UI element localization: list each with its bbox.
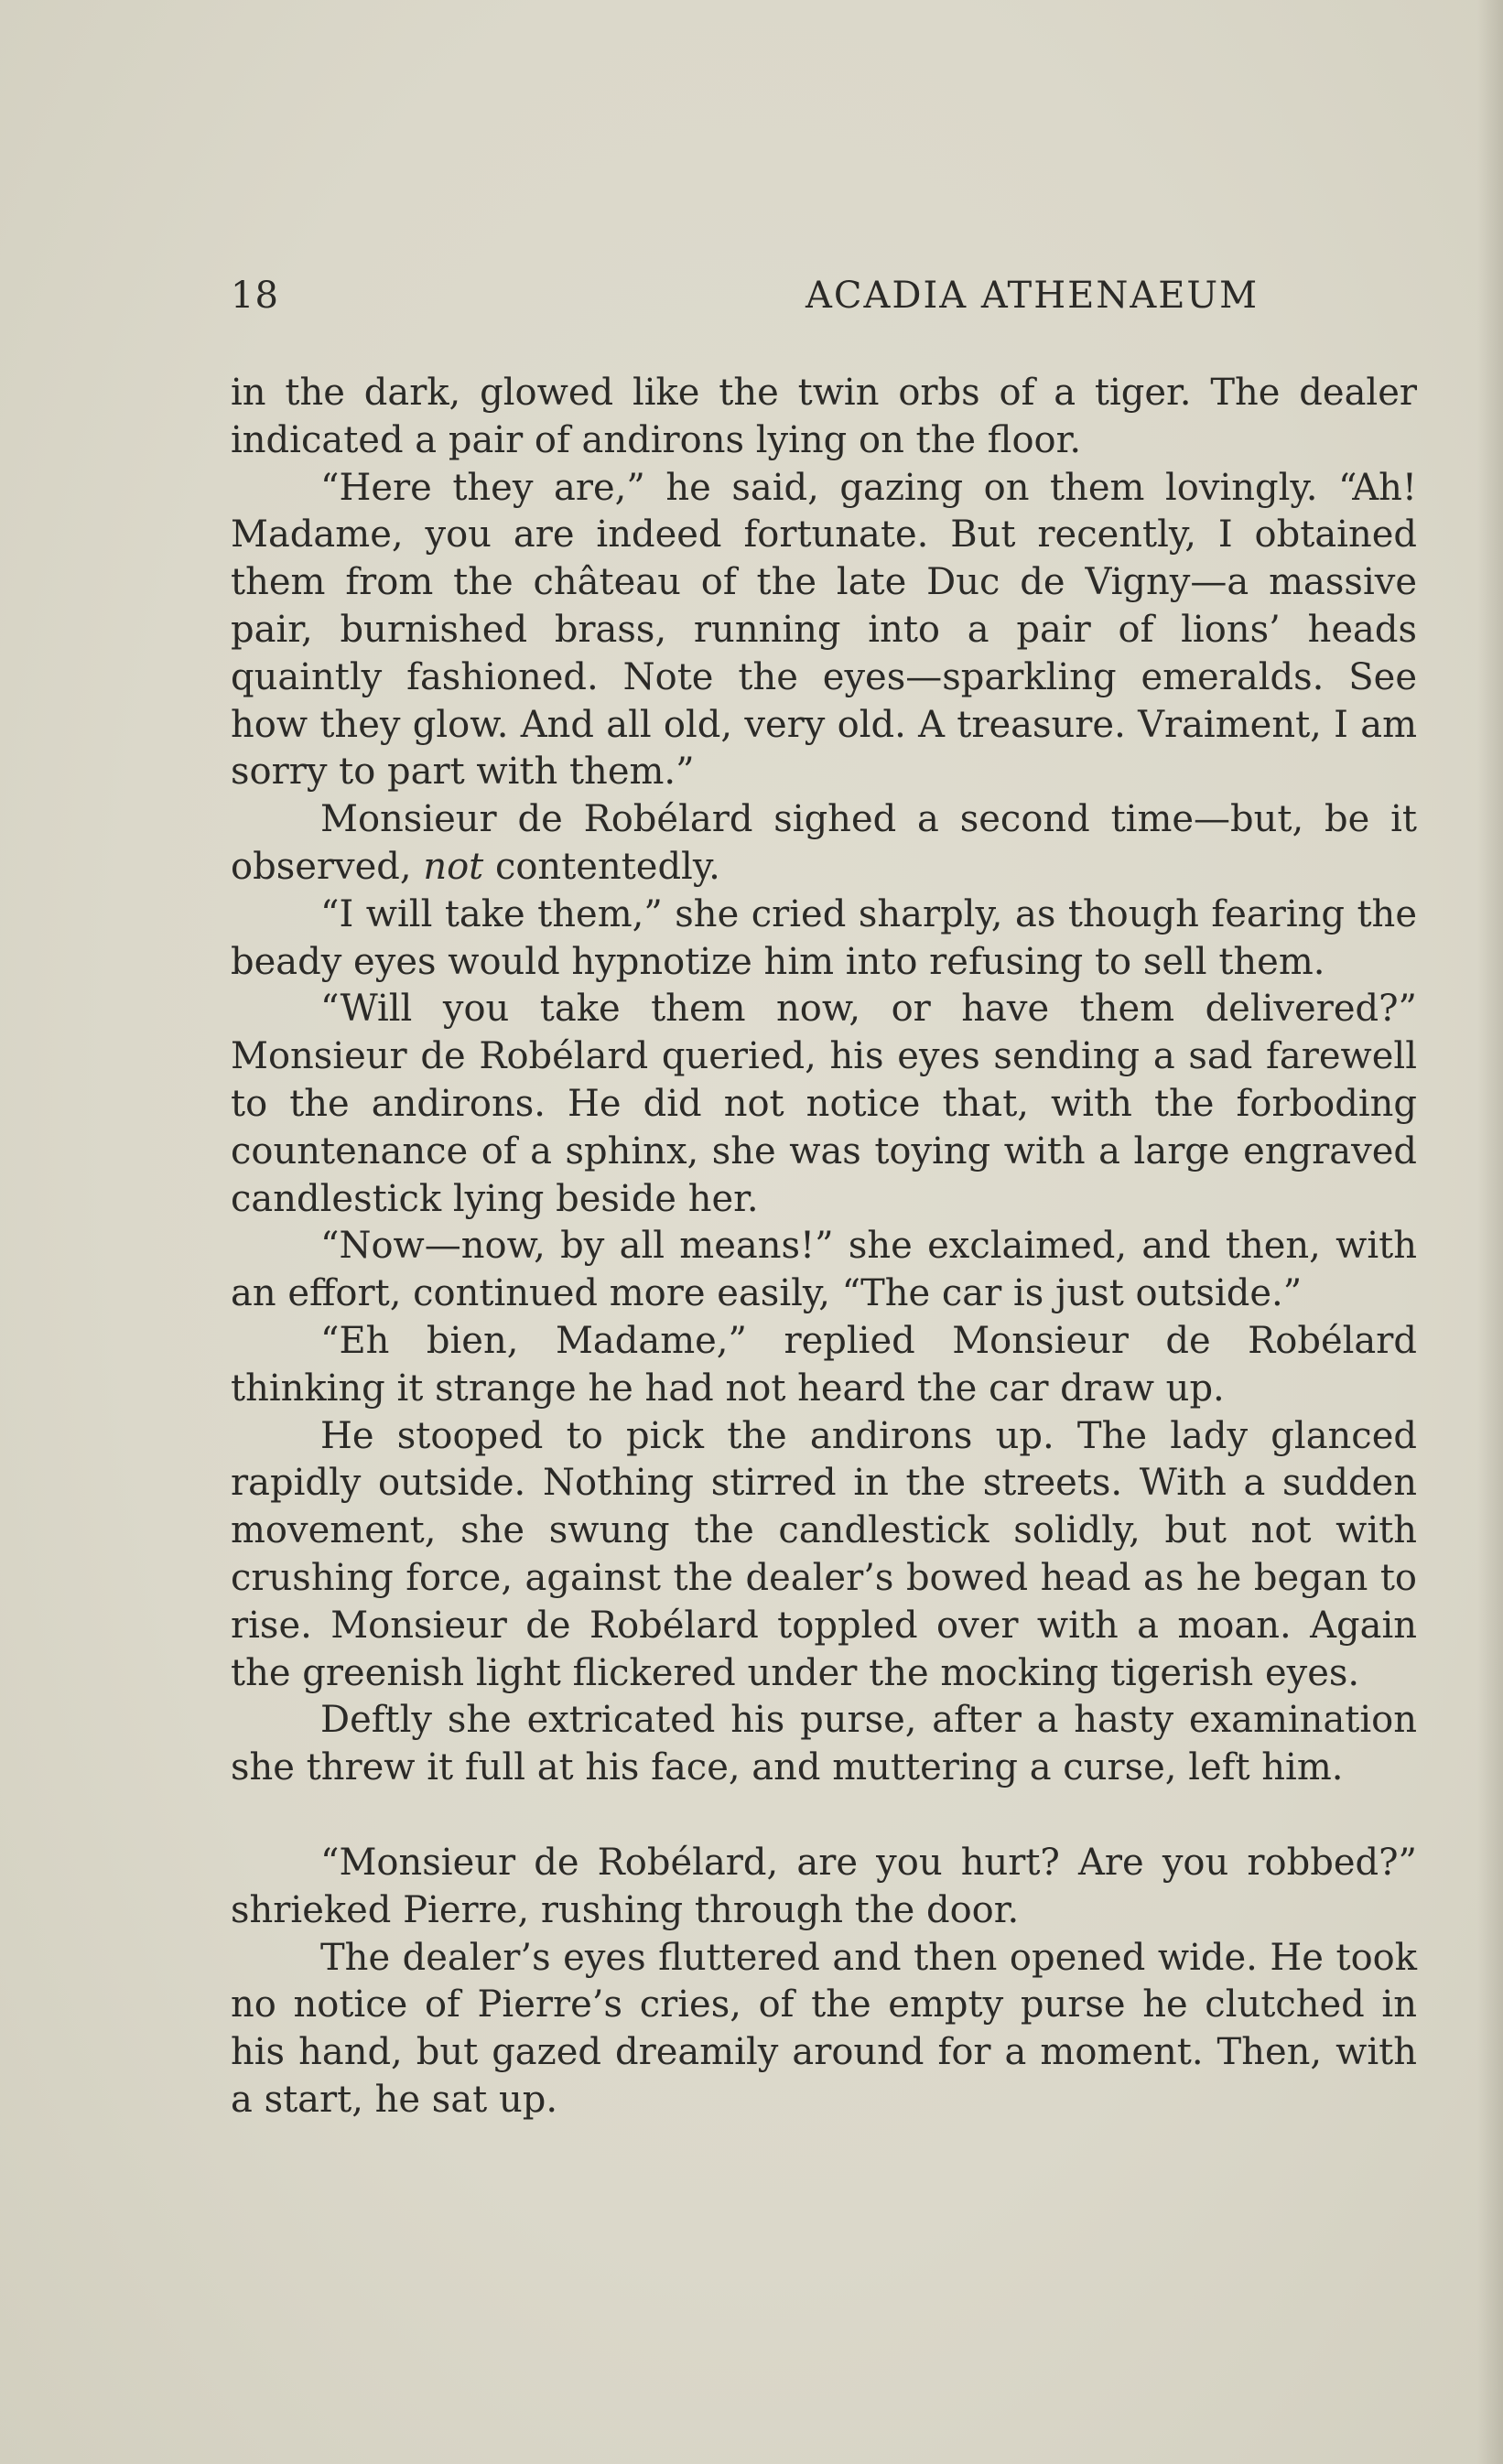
page-header [231, 275, 1421, 326]
paragraph: “Now—now, by all means!” she exclaimed, and then, with an effort, continued more easily, “The car is just outside.” [231, 1225, 1417, 1315]
paragraph: The dealer’s eyes fluttered and then opened wide. He took no notice of Pierre’s cries, of the empty purse he clutched in his hand, but gazed dreamily around for a moment. Then, with a start, he sat up. [231, 1936, 1417, 2121]
paragraph: “I will take them,” she cried sharply, as though fearing the beady eyes would hypnotize him into refusing to sell them. [231, 892, 1417, 983]
paragraph-text: contentedly. [483, 845, 720, 888]
paragraph: Deftly she extricated his purse, after a hasty examination she threw it full at his face, and muttering a curse, left him. [231, 1699, 1417, 1789]
running-head: ACADIA ATHENAEUM [806, 275, 1260, 317]
paragraph: “Will you take them now, or have them delivered?” Monsieur de Robélard queried, his eyes sending a sad farewell to the andirons. He did not notice that, with the forboding countenance of a sphinx, she was toying with a large engraved candlestick lying beside her. [231, 988, 1417, 1220]
paragraph: He stooped to pick the andirons up. The lady glanced rapidly outside. Nothing stirred in the streets. With a sudden movement, she swung the candlestick solidly, but not with crushing force, against the dealer’s bowed head as he began to rise. Monsieur de Robélard toppled over with a moan. Again the greenish light flickered under the mocking tigerish eyes. [231, 1414, 1417, 1694]
paragraph: “Monsieur de Robélard, are you hurt? Are you robbed?” shrieked Pierre, rushing through the door. [231, 1841, 1417, 1931]
paragraph-continuation: in the dark, glowed like the twin orbs of a tiger. The dealer indicated a pair of andirons lying on the floor. [231, 372, 1417, 461]
paragraph: “Here they are,” he said, gazing on them lovingly. “Ah! Madame, you are indeed fortunate. But recently, I obtained them from the château of the late Duc de Vigny—a massive pair, burnished brass, running into a pair of lions’ heads quaintly fashioned. Note the eyes—sparkling emeralds. See how they glow. And all old, very old. A treasure. Vraiment, I am sorry to part with them.” [231, 466, 1417, 794]
body-text [231, 370, 1417, 2124]
emphasized-word: not [423, 845, 484, 888]
paragraph [231, 796, 1417, 892]
page-number: 18 [231, 275, 279, 317]
paragraph-text: Monsieur de Robélard sighed a second time—but, be it observed, [231, 798, 1417, 888]
paragraph: “Eh bien, Madame,” replied Monsieur de Robélard thinking it strange he had not heard the car draw up. [231, 1319, 1417, 1410]
page-edge-shadow [1477, 0, 1503, 2464]
